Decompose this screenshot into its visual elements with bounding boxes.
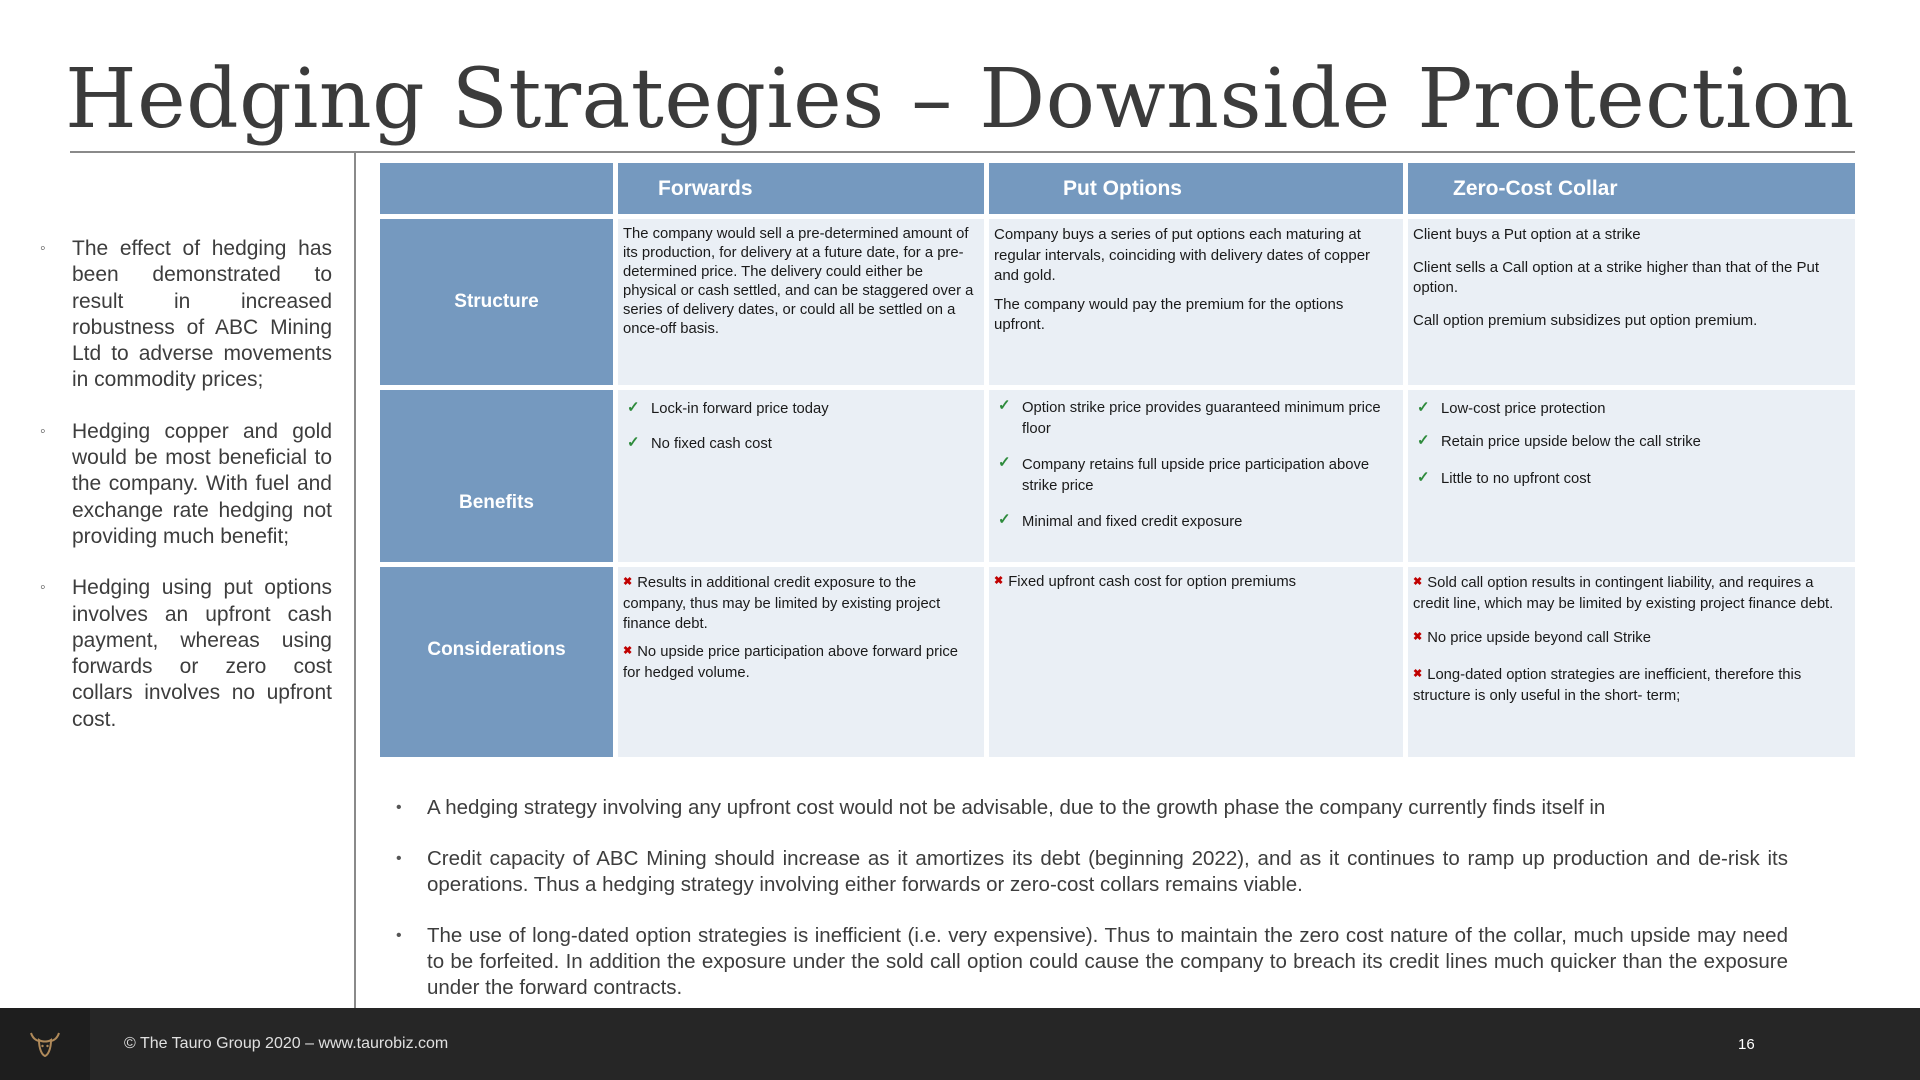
benefit-item: ✓ Little to no upfront cost (1417, 469, 1591, 487)
benefit-item: ✓ Minimal and fixed credit exposure (998, 511, 1243, 530)
conclusion-list (396, 795, 1788, 1026)
conclusion-point: • The use of long-dated option strategies is inefficient (i.e. very expensive). Thus to maintain the zero cost nature of the collar, much upside may need to be forfeited. In addition the exposure under the sold call option could cause the company to breach its credit lines much quicker than the exposure under the forward contracts. (396, 924, 1788, 999)
check-icon: ✓ (627, 399, 640, 416)
page-number: 16 (1738, 1036, 1755, 1053)
consideration-item: ✖ Fixed upfront cash cost for option premiums (994, 574, 1297, 590)
check-icon: ✓ (627, 434, 640, 451)
benefit-item: ✓ Lock-in forward price today (627, 399, 829, 417)
cross-icon: ✖ (623, 645, 633, 657)
row-header-considerations: Considerations (380, 567, 613, 757)
ring-bullet-icon: ◦ (40, 422, 46, 440)
page-title: Hedging Strategies – Downside Protection (65, 52, 1855, 147)
benefits-collar-cell (1408, 390, 1855, 562)
copyright-text: © The Tauro Group 2020 – www.taurobiz.com (124, 1035, 449, 1052)
side-summary-list (40, 236, 332, 758)
check-icon: ✓ (1417, 399, 1430, 416)
benefit-item: ✓ Retain price upside below the call strike (1417, 432, 1701, 450)
table-corner-cell (380, 163, 613, 214)
row-header-structure: Structure (380, 219, 613, 385)
cross-icon: ✖ (1413, 631, 1423, 643)
conclusion-point: • A hedging strategy involving any upfront cost would not be advisable, due to the growth phase the company currently finds itself in (396, 796, 1606, 819)
cross-icon: ✖ (994, 575, 1004, 587)
consideration-item: ✖ Long-dated option strategies are inefficient, therefore this structure is only useful in the short- term; (1413, 667, 1802, 704)
bullet-icon: • (396, 799, 402, 816)
consideration-item: ✖ No price upside beyond call Strike (1413, 630, 1651, 646)
side-point: ◦ Hedging using put options involves an upfront cash payment, whereas using forwards or zero cost collars involves no upfront cost. (40, 576, 332, 731)
check-icon: ✓ (998, 454, 1011, 471)
ring-bullet-icon: ◦ (40, 579, 46, 597)
logo (0, 1008, 90, 1080)
ring-bullet-icon: ◦ (40, 240, 46, 257)
considerations-put-options-cell (989, 567, 1403, 757)
considerations-forwards-cell (618, 567, 984, 757)
benefit-item: ✓ Company retains full upside price participation above strike price (998, 454, 1370, 494)
benefit-item: ✓ Low-cost price protection (1417, 399, 1606, 417)
benefits-put-options-cell (989, 390, 1403, 562)
check-icon: ✓ (998, 397, 1011, 414)
vertical-divider (354, 153, 356, 1008)
check-icon: ✓ (998, 511, 1011, 528)
consideration-item: ✖ Results in additional credit exposure to the company, thus may be limited by existing project finance debt. (623, 575, 941, 632)
considerations-collar-cell (1408, 567, 1855, 757)
cross-icon: ✖ (1413, 668, 1423, 680)
consideration-item: ✖ No upside price participation above forward price for hedged volume. (623, 644, 958, 681)
benefit-item: ✓ No fixed cash cost (627, 434, 772, 452)
column-header-zero-cost-collar: Zero-Cost Collar (1408, 163, 1855, 214)
column-header-put-options: Put Options (989, 163, 1403, 214)
bull-head-icon (28, 1029, 62, 1059)
bullet-icon: • (396, 927, 402, 944)
cross-icon: ✖ (623, 576, 633, 588)
check-icon: ✓ (1417, 469, 1430, 486)
structure-collar-cell: Client buys a Put option at a strike Client sells a Call option at a strike higher than that of the Put option. Call option premium subsidizes put option premium. (1408, 219, 1855, 385)
side-point: ◦ Hedging copper and gold would be most beneficial to the company. With fuel and exchange rate hedging not providing much benefit; (40, 419, 332, 548)
consideration-item: ✖ Sold call option results in contingent liability, and requires a credit line, which may be limited by existing project finance debt. (1413, 575, 1834, 612)
strategy-comparison-table (380, 163, 1852, 756)
footer-bar (0, 1008, 1920, 1080)
column-header-forwards: Forwards (618, 163, 984, 214)
cross-icon: ✖ (1413, 576, 1423, 588)
bullet-icon: • (396, 850, 402, 867)
title-divider (70, 151, 1855, 153)
structure-forwards-cell: The company would sell a pre-determined amount of its production, for delivery at a future date, for a pre-determined price. The delivery could either be physical or cash settled, and can be staggered over a series of delivery dates, or could all be settled on a once-off basis. (618, 219, 984, 385)
benefits-forwards-cell (618, 390, 984, 562)
conclusion-point: • Credit capacity of ABC Mining should increase as it amortizes its debt (beginning 2022), and as it continues to ramp up production and de-risk its operations. Thus a hedging strategy involving either forwards or zero-cost collars remains viable. (396, 847, 1788, 896)
structure-put-options-cell: Company buys a series of put options each maturing at regular intervals, coinciding with delivery dates of copper and gold. The company would pay the premium for the options upfront. (989, 219, 1403, 385)
check-icon: ✓ (1417, 432, 1430, 449)
side-point: ◦ The effect of hedging has been demonstrated to result in increased robustness of ABC Mining Ltd to adverse movements in commodity prices; (40, 237, 332, 392)
benefit-item: ✓ Option strike price provides guaranteed minimum price floor (998, 397, 1381, 437)
row-header-benefits: Benefits (380, 390, 613, 562)
